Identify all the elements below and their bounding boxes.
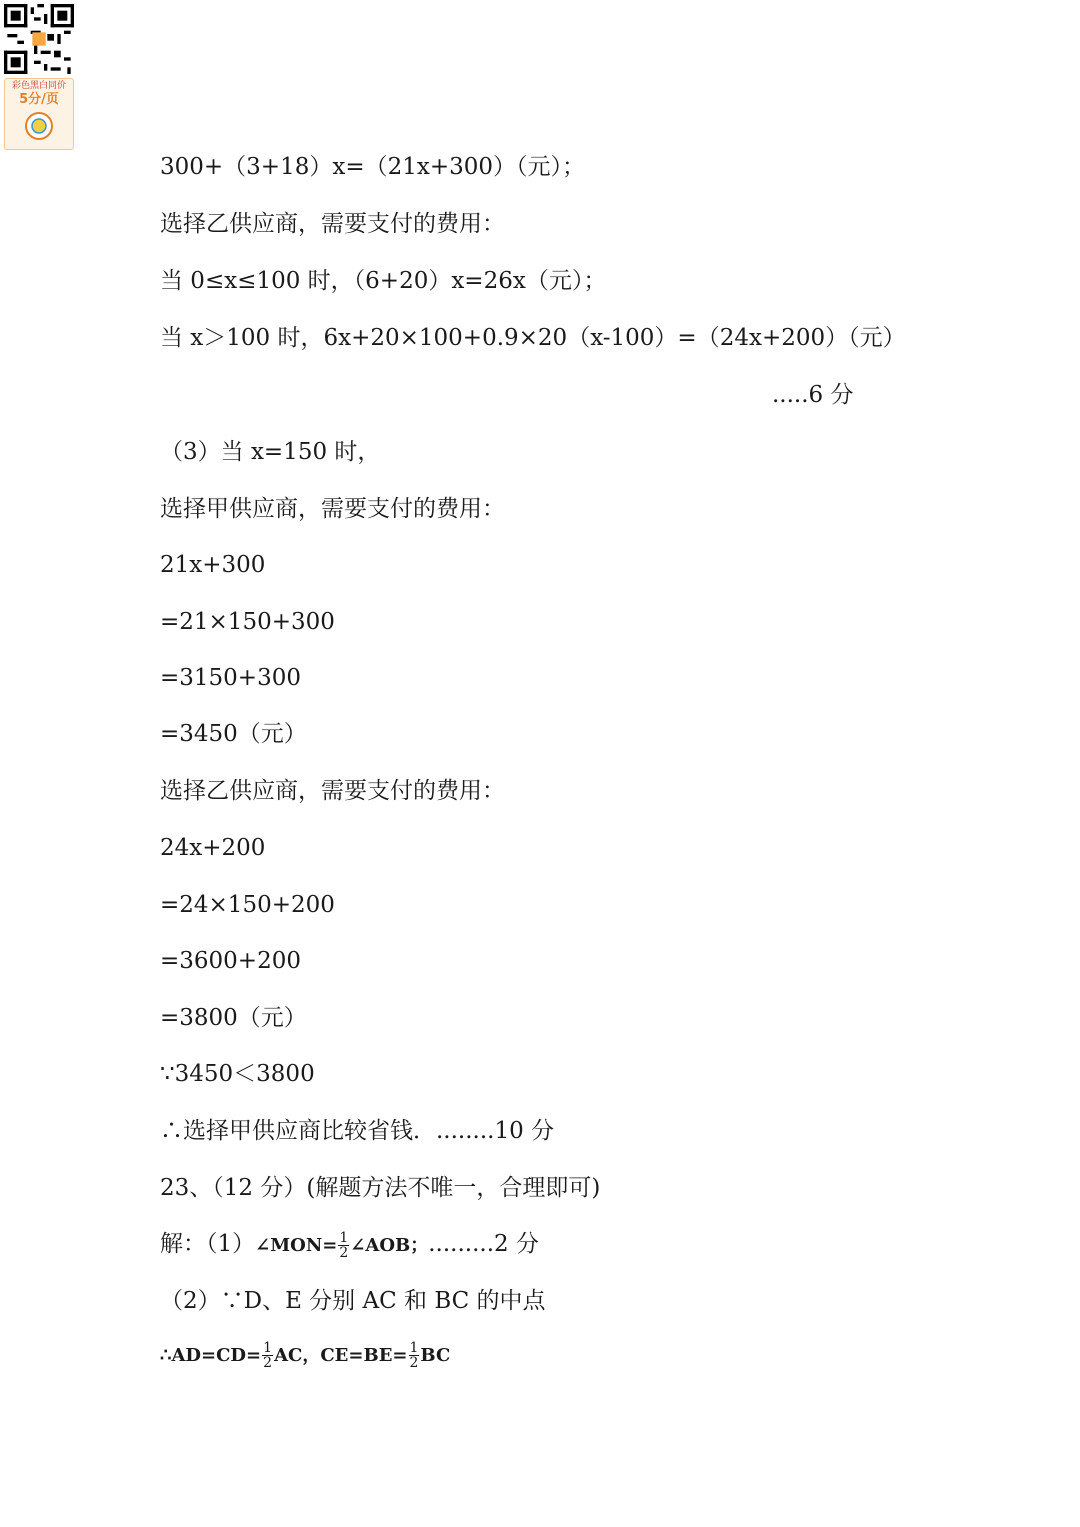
text-line: （2）∵D、E 分别 AC 和 BC 的中点 — [160, 1288, 546, 1314]
fraction-denominator: 2 — [409, 1354, 419, 1371]
text-line: =21×150+300 — [160, 609, 335, 635]
text-line: 选择乙供应商，需要支付的费用： — [160, 211, 505, 237]
qr-code-icon — [4, 4, 74, 74]
text-line: =24×150+200 — [160, 892, 335, 918]
text-line: =3150+300 — [160, 665, 301, 691]
formula-prefix: ∴AD=CD= — [160, 1345, 262, 1366]
text-line: 选择甲供应商，需要支付的费用： — [160, 496, 505, 522]
fraction-denominator: 2 — [339, 1244, 349, 1261]
answer-prefix: 解：（1） — [160, 1231, 256, 1257]
text-line: =3450（元） — [160, 721, 307, 747]
answer-line — [160, 1229, 539, 1261]
formula-mid: AC，CE=BE= — [274, 1345, 408, 1366]
text-line: ∴选择甲供应商比较省钱．........10 分 — [160, 1118, 555, 1144]
fraction-numerator: 1 — [263, 1339, 273, 1356]
text-line: 21x+300 — [160, 552, 266, 578]
fraction-half — [262, 1341, 273, 1370]
text-line: 24x+200 — [160, 835, 266, 861]
text-line: 当 0≤x≤100 时，（6+20）x=26x（元）； — [160, 268, 607, 294]
formula-end: BC — [420, 1345, 451, 1366]
score-text: .........2 分 — [428, 1231, 539, 1257]
fraction-half — [338, 1231, 349, 1260]
text-line: 当 x＞100 时，6x+20×100+0.9×20（x-100）=（24x+200）（元） — [160, 325, 906, 351]
formula-line — [160, 1339, 450, 1371]
text-line: =3600+200 — [160, 948, 301, 974]
formula-lhs: ∠MON= — [255, 1235, 338, 1256]
text-line: 选择乙供应商，需要支付的费用： — [160, 778, 505, 804]
fraction-numerator: 1 — [339, 1229, 349, 1246]
promo-line2: 5分/页 — [19, 92, 59, 107]
text-line: ∵3450＜3800 — [160, 1061, 315, 1087]
fraction-denominator: 2 — [263, 1354, 273, 1371]
fraction-half — [409, 1341, 420, 1370]
question-heading: 23、（12 分）(解题方法不唯一，合理即可) — [160, 1175, 601, 1201]
text-line: =3800（元） — [160, 1005, 307, 1031]
score-line: .....6 分 — [772, 382, 854, 408]
text-line: （3）当 x=150 时， — [160, 439, 381, 465]
fraction-numerator: 1 — [409, 1339, 419, 1356]
promo-badge — [4, 78, 74, 150]
text-line: 300+（3+18）x=（21x+300）（元）； — [160, 154, 585, 180]
logo-seal-icon — [24, 111, 54, 141]
formula-rhs: ∠AOB； — [350, 1235, 429, 1256]
promo-line1: 彩色黑白同价 — [11, 81, 66, 91]
